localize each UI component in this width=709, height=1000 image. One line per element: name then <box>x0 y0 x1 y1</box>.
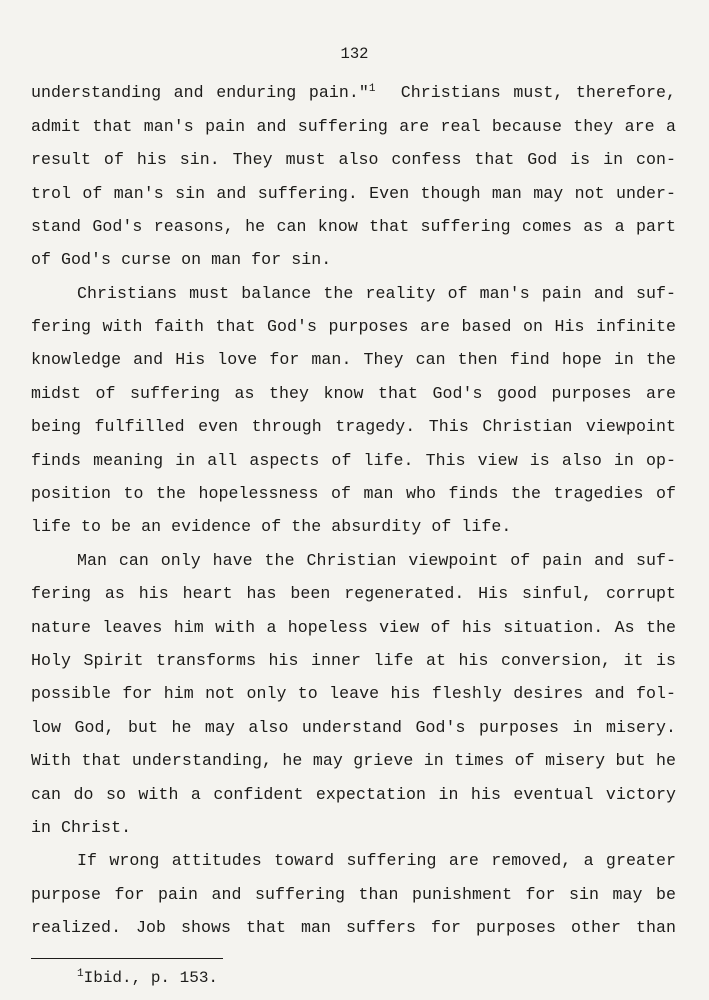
text-line: purpose for pain and suffering than punishment for sin may be <box>31 885 676 904</box>
text-line: life to be an evidence of the absurdity of life. <box>31 517 512 536</box>
text-line: finds meaning in all aspects of life. This view is also in op- <box>31 451 676 470</box>
footnote <box>77 968 218 987</box>
page-number: 132 <box>340 45 369 63</box>
text-line: in Christ. <box>31 818 132 837</box>
text-line: Man can only have the Christian viewpoint of pain and suf- <box>77 551 676 570</box>
footnote-text: Ibid., p. 153. <box>83 969 219 987</box>
text-line: position to the hopelessness of man who finds the tragedies of <box>31 484 676 503</box>
text-line: realized. Job shows that man suffers for purposes other than <box>31 918 676 937</box>
text-line: understanding and enduring pain."$^1$ Christians must, therefore, <box>31 83 677 102</box>
text-line: can do so with a confident expectation in his eventual victory <box>31 785 676 804</box>
text-line: result of his sin. They must also confess that God is in con- <box>31 150 676 169</box>
footnote-ref: 1 <box>368 83 376 95</box>
text-line: midst of suffering as they know that God's good purposes are <box>31 384 676 403</box>
text-line: low God, but he may also understand God's purposes in misery. <box>31 718 676 737</box>
text-line: being fulfilled even through tragedy. This Christian viewpoint <box>31 417 676 436</box>
text-line: of God's curse on man for sin. <box>31 250 332 269</box>
text-line: If wrong attitudes toward suffering are removed, a greater <box>77 851 676 870</box>
text-line: With that understanding, he may grieve in times of misery but he <box>31 751 676 770</box>
text-line: admit that man's pain and suffering are real because they are a <box>31 117 676 136</box>
footnote-divider <box>31 958 223 959</box>
text-line: nature leaves him with a hopeless view of his situation. As the <box>31 618 676 637</box>
text-line: possible for him not only to leave his fleshly desires and fol- <box>31 684 676 703</box>
footnote-marker: 1 <box>77 968 84 980</box>
text-line: fering with faith that God's purposes are based on His infinite <box>31 317 676 336</box>
text-line: Holy Spirit transforms his inner life at his conversion, it is <box>31 651 676 670</box>
text-line: knowledge and His love for man. They can then find hope in the <box>31 350 676 369</box>
text-line: Christians must balance the reality of man's pain and suf- <box>77 284 676 303</box>
text-line: trol of man's sin and suffering. Even though man may not under- <box>31 184 676 203</box>
text-line: stand God's reasons, he can know that suffering comes as a part <box>31 217 676 236</box>
text-line: fering as his heart has been regenerated. His sinful, corrupt <box>31 584 676 603</box>
